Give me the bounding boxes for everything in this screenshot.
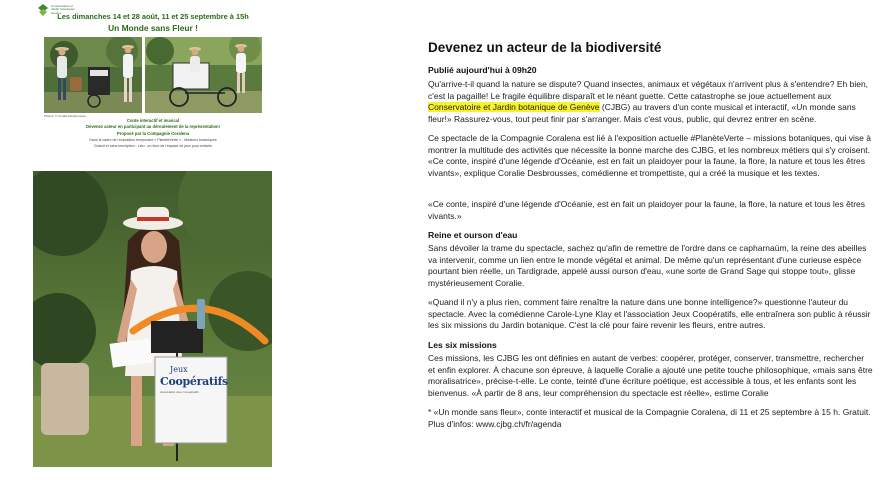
poster-line-practical: Gratuit et sans inscription - Lieu : en face de l'espace de jeux pour enfants (94, 144, 212, 148)
poster-line-invite: Devenez acteur en participant au déroulement de la représentation! (85, 124, 221, 129)
paragraph-footnote: * «Un monde sans fleur», conte interactif et musical de la Compagnie Coralena, di 11 et 25 septembre à 15 h. Gratuit. Plus d'infos: www.cjbg.ch/fr/agenda (428, 407, 871, 429)
heading-missions: Les six missions (428, 340, 497, 350)
photo-credit: Photos: © Coralie Desbrousses (44, 114, 86, 118)
paragraph-intro (428, 79, 873, 125)
poster-photo-musicians (44, 37, 142, 113)
performer-photo (33, 171, 272, 467)
paragraph-quote: «Ce conte, inspiré d'une légende d'Océanie, est en fait un plaidoyer pour la faune, la flore, la nature et tous les êtres vivants.» (428, 199, 866, 221)
poster-line-subtitle: Conte interactif et musical (126, 118, 180, 123)
sign-small: Association Jeux Coopératifs (160, 390, 199, 394)
paragraph-reine: Sans dévoiler la trame du spectacle, sachez qu'afin de remettre de l'ordre dans ce capharnaüm, la reine des abeilles va intervenir, comme un lien entre le monde végétal et animal. De même qu'un représentant d'une curieuse espèce pourtant bien réelle, un Tardigrade, appelé aussi ourson d'eau, «une sorte de Grand Sage qui stoppe tout», glisse mystérieusement Coralie. (428, 243, 867, 288)
poster-line-exhibition: Dans le cadre de l'exposition temporaire « PlanèteVerte » - Missions botaniques (89, 138, 217, 142)
poster-date-line: Les dimanches 14 et 28 août, 11 et 25 septembre à 15h (57, 12, 249, 21)
highlighted-cjbg[interactable]: Conservatoire et Jardin botanique de Genève (428, 102, 600, 112)
paragraph-exhibition: Ce spectacle de la Compagnie Coralena est lié à l'exposition actuelle #PlanèteVerte – missions botaniques, qui vise à montrer la multitude des activités que nécessite la bonne marche des CJBG, et les nombreux métiers qui s'y croisent. «Ce conte, inspiré d'une légende d'Océanie, est en fait un plaidoyer pour la faune, la flore, la nature et tous les êtres vivants», explique Coralie Desbrousses, comédienne et trompettiste, qui a créé la musique et les textes. (428, 133, 871, 178)
sign-jeux: Jeux (170, 365, 188, 374)
poster-photo-bike-cart (145, 37, 262, 113)
published-date: Publié aujourd'hui à 09h20 (428, 65, 537, 75)
poster-line-company: Proposé par la Compagnie Coralena (116, 131, 190, 136)
poster-title: Un Monde sans Fleur ! (108, 23, 198, 33)
paragraph-intro-end: (CJBG) au travers d'un conte musical et interactif, «Un monde sans fleur!» Rassurez-vous, tout peut finir par s'arranger. Mais c'est vous, public, qui devrez entrer en scène. (428, 102, 856, 124)
paragraph-missions: Ces missions, les CJBG les ont définies en autant de verbes: coopérer, protéger, conserver, transmettre, rechercher et enfin explorer. À chacune son épreuve, à laquelle Coralie a ajouté une petite touche philosophique, «mais sans être moralisatrice», précise-t-elle. Le conte, teinté d'une écriture poétique, est accessible à tous, et les enfants sont les bienvenus. «À partir de 8 ans, leur compréhension du spectacle est réelle», estime Coralie (428, 353, 873, 398)
paragraph-intro-start: Qu'arrive-t-il quand la nature se dispute? Quand insectes, animaux et végétaux n'arrivent plus à s'entendre? Eh bien, c'est la pagaille! Le fragile équilibre disparaît et le néant guette. Cette catastrophe se joue actuellement aux (428, 79, 869, 101)
paragraph-missions-intro: «Quand il n'y a plus rien, comment faire renaître la nature dans une bonne intelligence?» questionne l'auteur du spectacle. Avec la comédienne Carole-Lyne Klay et l'association Jeux Coopératifs, elle entraînera son public à réussir les six missions du Jardin botanique. C'est la clé pour faire revenir les fleurs, entre autres. (428, 297, 871, 330)
logo-text: Conservatoire et Jardin botaniques Genève (51, 4, 75, 15)
article-title: Devenez un acteur de la biodiversité (428, 40, 662, 55)
heading-reine: Reine et ourson d'eau (428, 230, 518, 240)
sign-cooperatifs: Coopératifs (160, 375, 228, 388)
